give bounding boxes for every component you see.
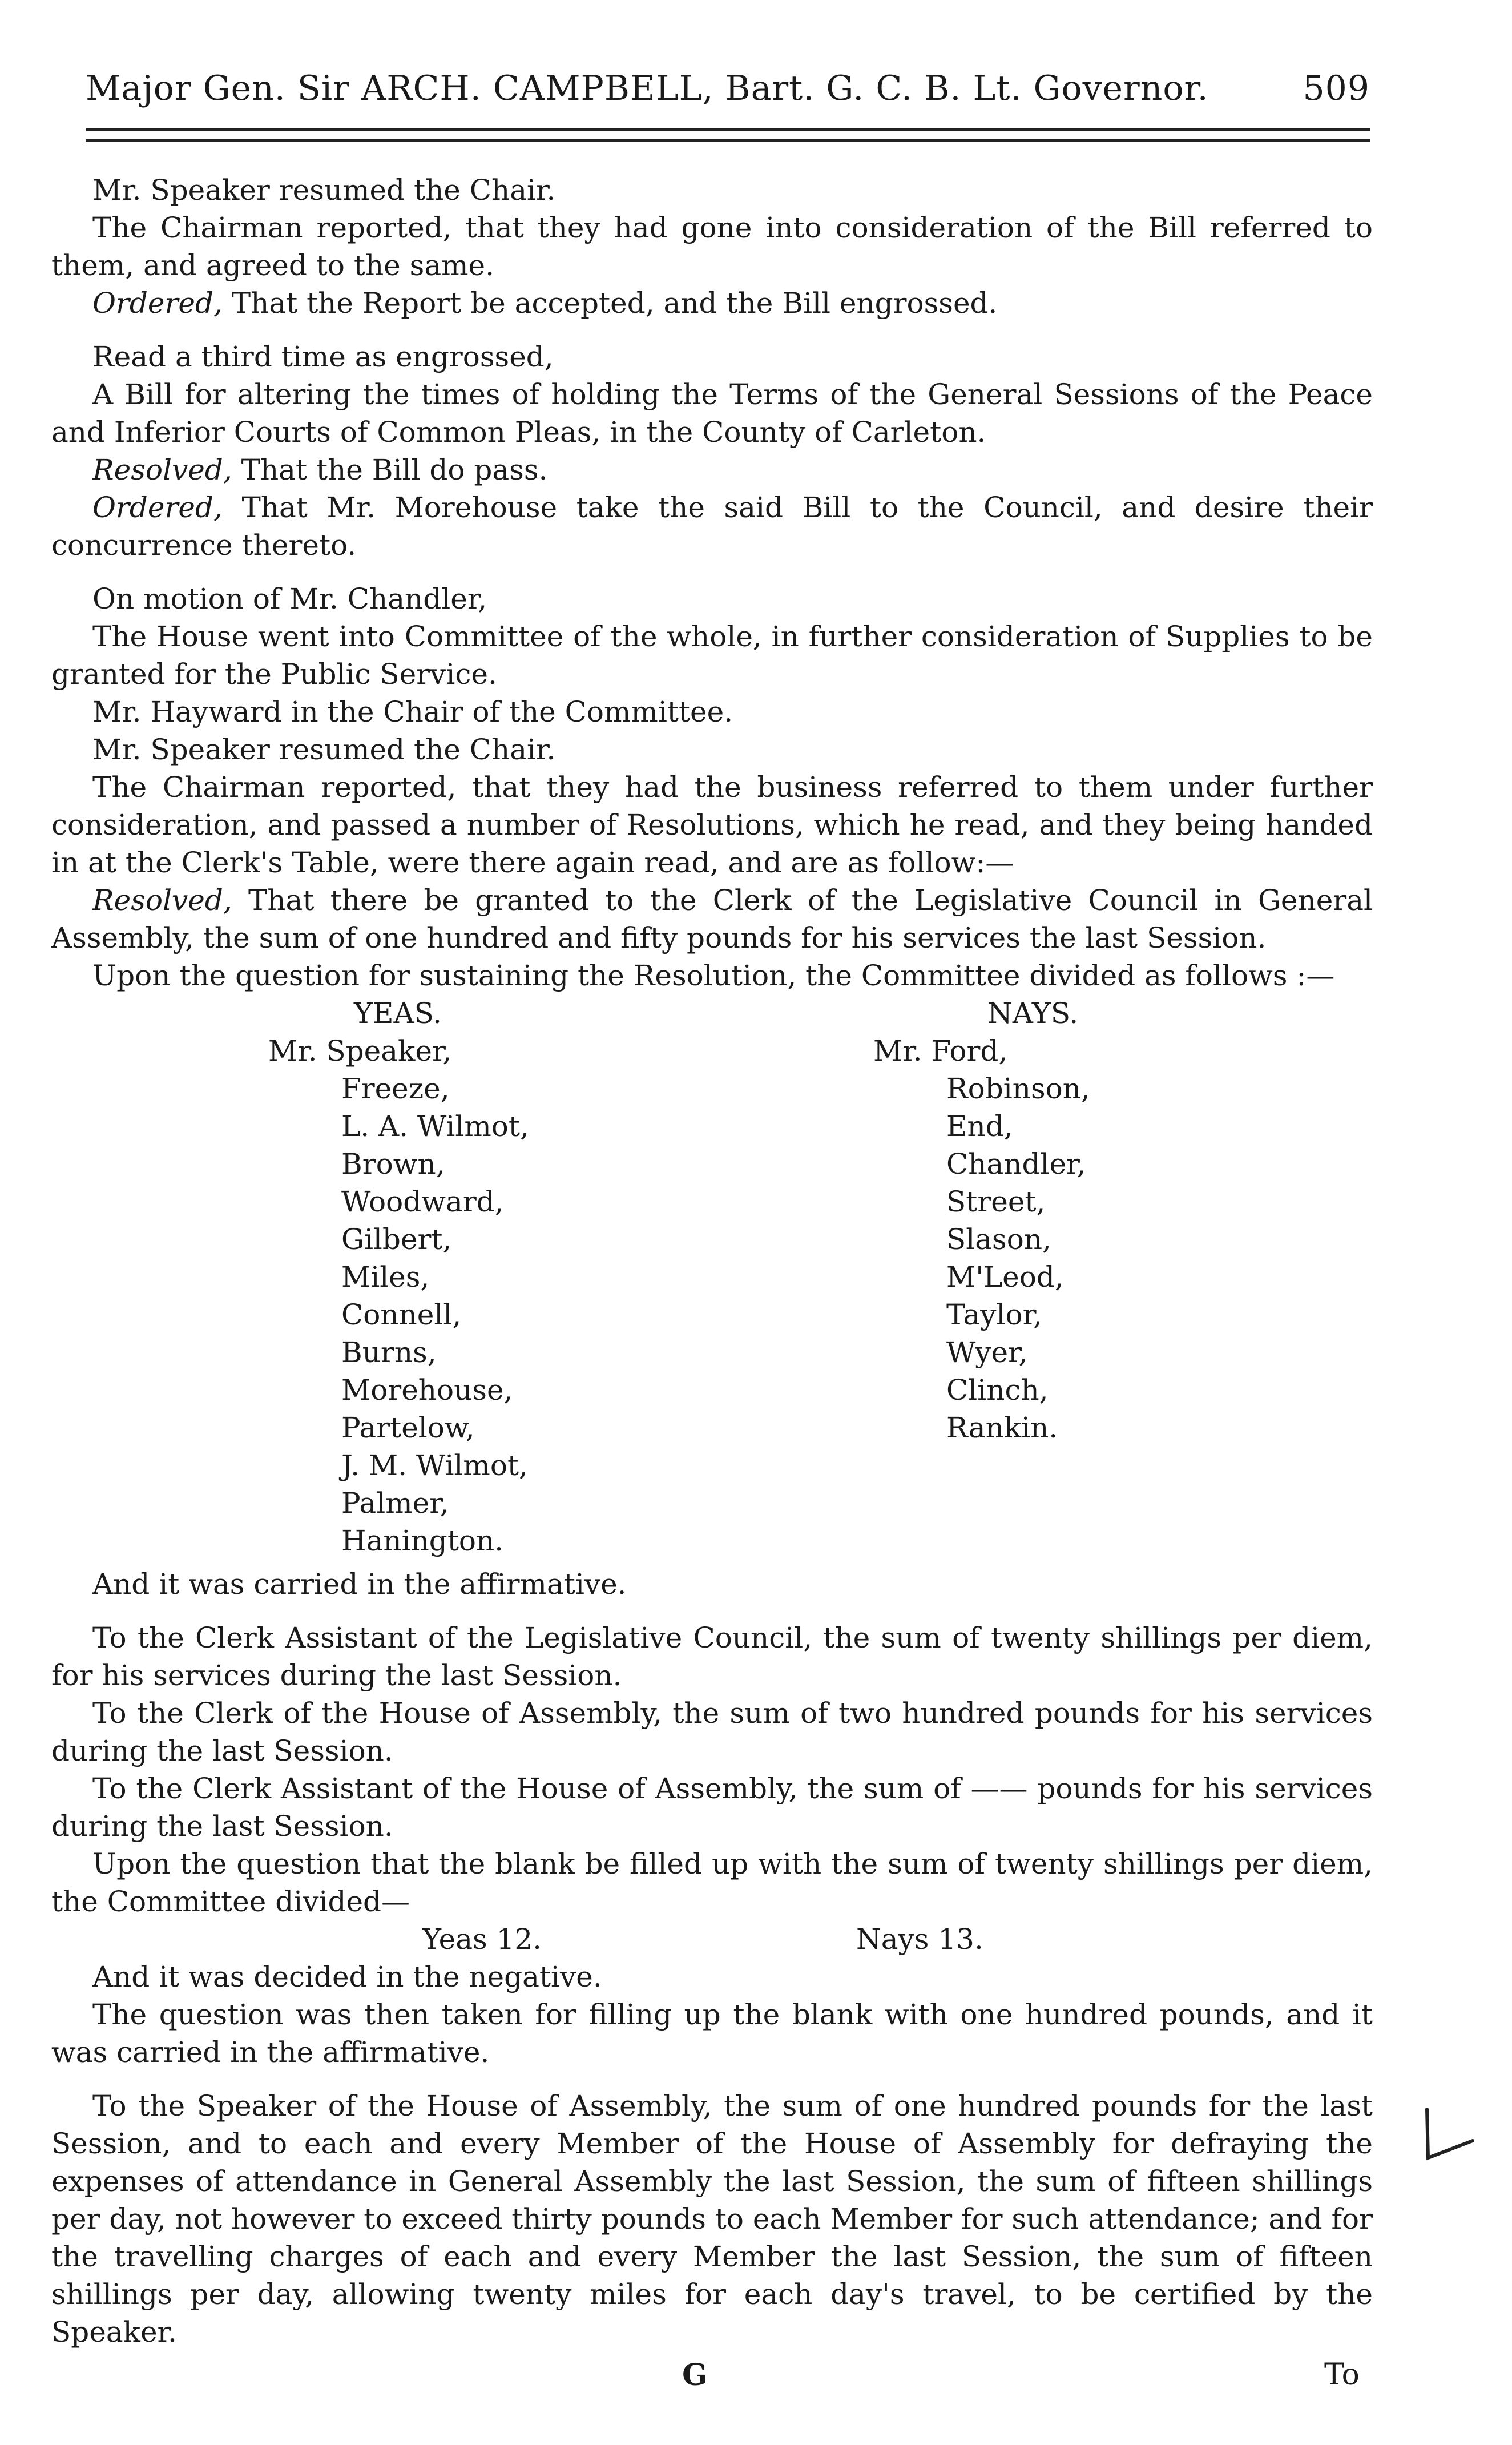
paragraph: The Chairman reported, that they had the business referred to them under further consideration, and passed a number of Resolutions, which he read, and they being handed in at the Clerk's Table, were there again read, and are as follow:— [51, 771, 1373, 879]
member-name: Slason, [946, 1223, 1051, 1256]
page-number: 509 [1303, 69, 1370, 108]
member-name: Miles, [341, 1260, 430, 1294]
member-name: Mr. Ford, [873, 1034, 1008, 1068]
member-name: J. M. Wilmot, [341, 1449, 528, 1482]
paragraph: Mr. Hayward in the Chair of the Committee. [92, 695, 733, 728]
paragraph: Resolved, That there be granted to the Clerk of the Legislative Council in General Assembly, the sum of one hundred and fifty pounds for his services the last Session. [51, 884, 1373, 954]
paragraph: The Chairman reported, that they had gone into consideration of the Bill referred to them, and agreed to the same. [51, 211, 1373, 282]
page-body [51, 171, 1373, 2351]
member-name: Freeze, [341, 1072, 450, 1105]
paragraph: Mr. Speaker resumed the Chair. [92, 733, 556, 766]
paragraph: To the Clerk Assistant of the House of Assembly, the sum of —— pounds for his services during the last Session. [51, 1772, 1373, 1843]
paragraph: To the Clerk of the House of Assembly, the sum of two hundred pounds for his services during the last Session. [51, 1697, 1373, 1767]
member-name: Taylor, [946, 1298, 1042, 1331]
member-name: Woodward, [341, 1185, 504, 1218]
yeas-column [268, 1032, 529, 1560]
member-name: Connell, [341, 1298, 462, 1331]
paragraph: Read a third time as engrossed, [92, 340, 554, 373]
paragraph: And it was carried in the affirmative. [92, 1568, 627, 1601]
member-name: End, [946, 1110, 1013, 1143]
paragraph: The House went into Committee of the whole, in further consideration of Supplies to be granted for the Public Service. [51, 620, 1373, 691]
running-header [86, 69, 1370, 120]
yeas-heading: YEAS. [354, 997, 442, 1030]
division-list [51, 994, 1373, 1565]
paragraph: To the Speaker of the House of Assembly, the sum of one hundred pounds for the last Session, and to each and every Member of the House of Assembly for defraying the expenses of attendance in General Assembly the last Session, the sum of fifteen shillings per day, not however to exceed thirty pounds to each Member for such attendance; and for the travelling charges of each and every Member the last Session, the sum of fifteen shillings per day, allowing twenty miles for each day's travel, to be certified by the Speaker. [51, 2089, 1373, 2349]
member-name: Rankin. [946, 1411, 1058, 1444]
member-name: Palmer, [341, 1487, 449, 1520]
page-footer [0, 2358, 1512, 2403]
nays-count: Nays 13. [856, 1923, 983, 1956]
member-name: Chandler, [946, 1147, 1086, 1181]
paragraph: On motion of Mr. Chandler, [92, 582, 487, 615]
signature-mark: G [682, 2358, 708, 2392]
member-name: Partelow, [341, 1411, 475, 1444]
paragraph: Resolved, That the Bill do pass. [92, 453, 548, 486]
running-title: Major Gen. Sir ARCH. CAMPBELL, Bart. G. C. B. Lt. Governor. [86, 69, 1209, 108]
member-name: Clinch, [946, 1373, 1049, 1407]
paragraph: Upon the question for sustaining the Resolution, the Committee divided as follows :— [92, 959, 1335, 992]
yeas-count: Yeas 12. [422, 1923, 542, 1956]
member-name: Gilbert, [341, 1223, 452, 1256]
division-tally [51, 1920, 1373, 1958]
member-name: Brown, [341, 1147, 445, 1181]
paragraph: Ordered, That the Report be accepted, and the Bill engrossed. [92, 287, 998, 320]
member-name: Mr. Speaker, [268, 1034, 452, 1068]
paragraph: Upon the question that the blank be filled up with the sum of twenty shillings per diem, the Committee divided— [51, 1847, 1373, 1918]
member-name: Burns, [341, 1336, 437, 1369]
paragraph: To the Clerk Assistant of the Legislative Council, the sum of twenty shillings per diem, for his services during the last Session. [51, 1621, 1373, 1692]
member-name: M'Leod, [946, 1260, 1064, 1294]
member-name: Street, [946, 1185, 1046, 1218]
member-name: Wyer, [946, 1336, 1028, 1369]
member-name: Morehouse, [341, 1373, 513, 1407]
paragraph: Mr. Speaker resumed the Chair. [92, 174, 556, 207]
nays-heading: NAYS. [987, 997, 1079, 1030]
paragraph: The question was then taken for filling up the blank with one hundred pounds, and it was carried in the affirmative. [51, 1998, 1373, 2069]
header-rule [86, 128, 1370, 142]
nays-column [873, 1032, 1090, 1447]
paragraph: A Bill for altering the times of holding the Terms of the General Sessions of the Peace and Inferior Courts of Common Pleas, in the County of Carleton. [51, 378, 1373, 449]
member-name: L. A. Wilmot, [341, 1110, 529, 1143]
handwritten-margin-mark [1416, 2106, 1478, 2186]
paragraph: And it was decided in the negative. [92, 1960, 602, 1993]
paragraph: Ordered, That Mr. Morehouse take the said Bill to the Council, and desire their concurrence thereto. [51, 491, 1373, 562]
member-name: Robinson, [946, 1072, 1090, 1105]
catchword: To [1324, 2358, 1360, 2392]
member-name: Hanington. [341, 1524, 504, 1557]
